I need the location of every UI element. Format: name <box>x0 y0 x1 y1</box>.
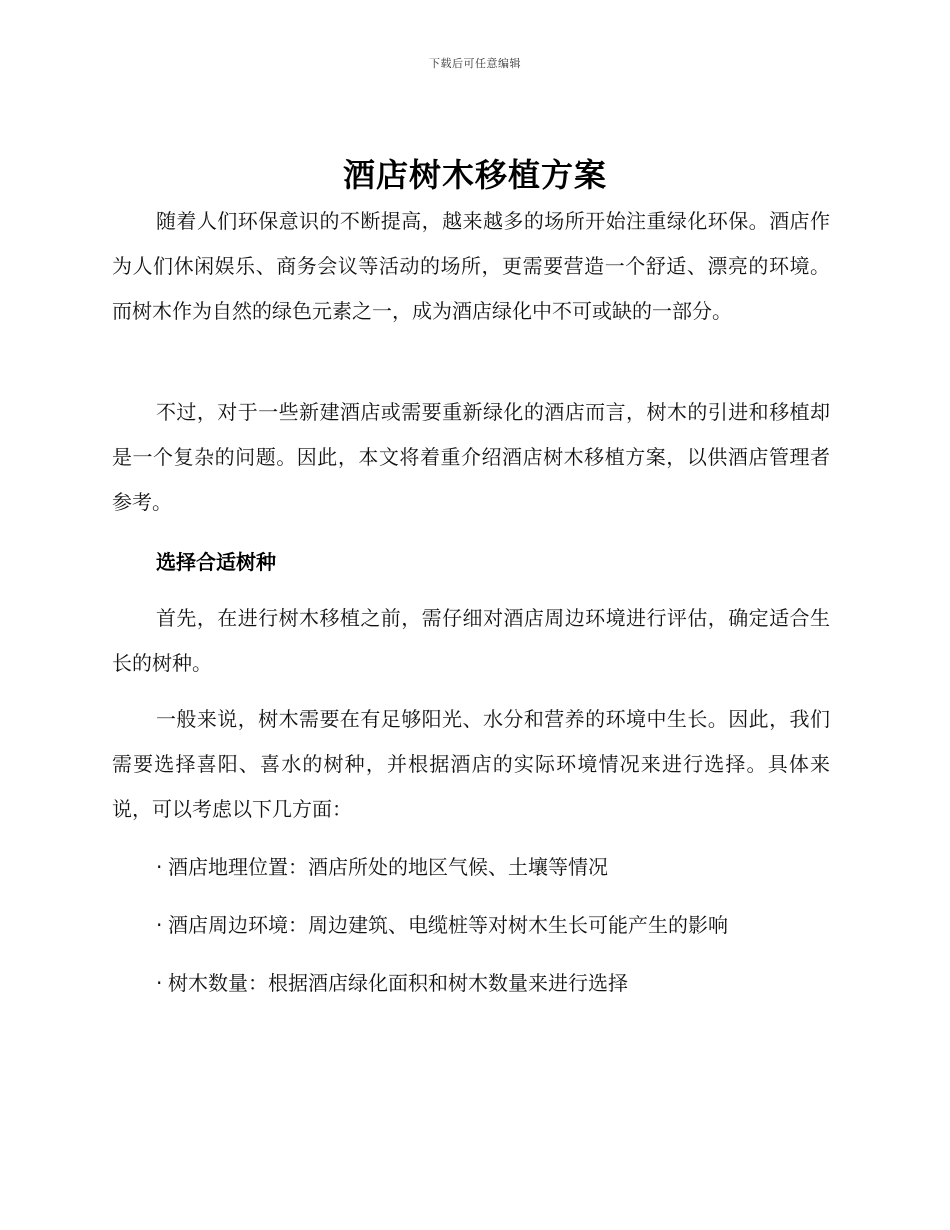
list-item-text: 树木数量：根据酒店绿化面积和树木数量来进行选择 <box>168 971 628 995</box>
list-item <box>156 961 836 1006</box>
list-item-text: 酒店周边环境：周边建筑、电缆桩等对树木生长可能产生的影响 <box>168 913 728 937</box>
page-header-note: 下载后可任意编辑 <box>429 57 521 70</box>
list-item-text: 酒店地理位置：酒店所处的地区气候、土壤等情况 <box>168 855 608 879</box>
context-paragraph: 不过，对于一些新建酒店或需要重新绿化的酒店而言，树木的引进和移植却是一个复杂的问题。因此，本文将着重介绍酒店树木移植方案，以供酒店管理者参考。 <box>112 400 830 514</box>
document-title: 酒店树木移植方案 <box>342 156 607 194</box>
bullet-icon: · <box>156 855 163 879</box>
section-paragraph-1: 首先，在进行树木移植之前，需仔细对酒店周边环境进行评估，确定适合生长的树种。 <box>112 606 830 675</box>
list-item <box>156 903 836 948</box>
bullet-icon: · <box>156 971 163 995</box>
bullet-icon: · <box>156 913 163 937</box>
section-paragraph-2: 一般来说，树木需要在有足够阳光、水分和营养的环境中生长。因此，我们需要选择喜阳、喜水的树种，并根据酒店的实际环境情况来进行选择。具体来说，可以考虑以下几方面： <box>112 707 830 821</box>
bullet-list <box>156 845 836 1019</box>
list-item <box>156 845 836 890</box>
section-heading: 选择合适树种 <box>156 550 276 574</box>
intro-paragraph: 随着人们环保意识的不断提高，越来越多的场所开始注重绿化环保。酒店作为人们休闲娱乐、商务会议等活动的场所，更需要营造一个舒适、漂亮的环境。而树木作为自然的绿色元素之一，成为酒店绿化中不可或缺的一部分。 <box>112 209 830 323</box>
